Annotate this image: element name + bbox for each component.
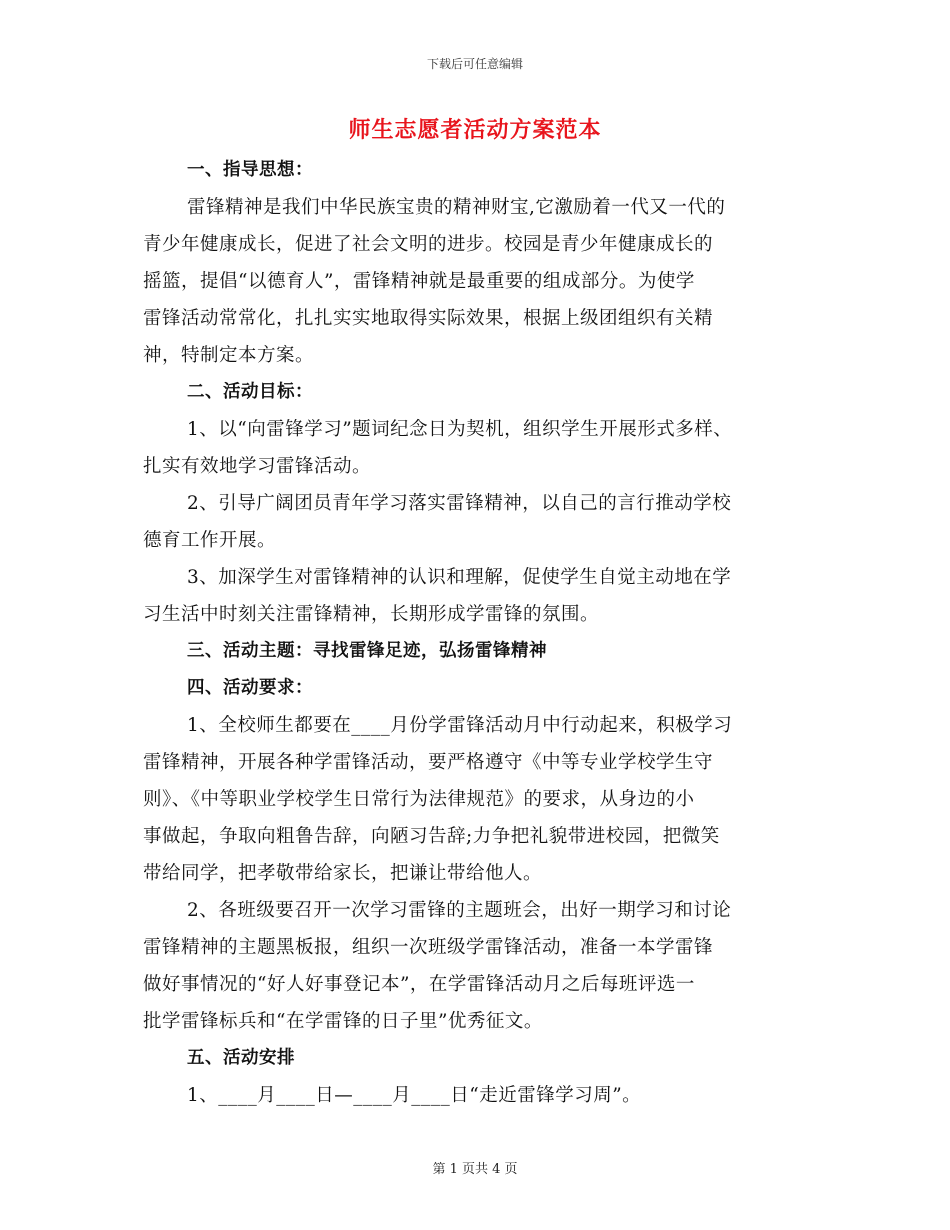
page-footer: 第 1 页共 4 页 xyxy=(432,1162,518,1177)
paragraph-line: 摇篮，提倡“以德育人”，雷锋精神就是最重要的组成部分。为使学 xyxy=(143,271,695,292)
paragraph-line: 德育工作开展。 xyxy=(143,530,277,551)
paragraph-line: 雷锋精神，开展各种学雷锋活动，要严格遵守《中等专业学校学生守 xyxy=(143,752,714,773)
section-heading: 三、活动主题：寻找雷锋足迹，弘扬雷锋精神 xyxy=(187,641,547,661)
paragraph-line: 则》、《中等职业学校学生日常行为法律规范》的要求，从身边的小 xyxy=(143,789,695,810)
paragraph-line: 1、全校师生都要在____月份学雷锋活动月中行动起来，积极学习 xyxy=(187,715,733,736)
section-heading: 一、指导思想： xyxy=(187,160,313,180)
paragraph-line: 雷锋活动常常化，扎扎实实地取得实际效果，根据上级团组织有关精 xyxy=(143,308,714,329)
paragraph-line: 青少年健康成长，促进了社会文明的进步。校园是青少年健康成长的 xyxy=(143,234,714,255)
paragraph-line: 雷锋精神是我们中华民族宝贵的精神财宝,它激励着一代又一代的 xyxy=(187,197,726,218)
paragraph-line: 2、引导广阔团员青年学习落实雷锋精神，以自己的言行推动学校 xyxy=(187,493,732,514)
paragraph-line: 带给同学，把孝敬带给家长，把谦让带给他人。 xyxy=(143,863,543,884)
paragraph-line: 1、____月____日—____月____日“走近雷锋学习周”。 xyxy=(187,1085,642,1106)
paragraph-line: 3、加深学生对雷锋精神的认识和理解，促使学生自觉主动地在学 xyxy=(187,567,732,588)
paragraph-line: 做好事情况的“好人好事登记本”，在学雷锋活动月之后每班评选一 xyxy=(143,974,695,995)
document-title: 师生志愿者活动方案范本 xyxy=(348,118,602,143)
paragraph-line: 1、以“向雷锋学习”题词纪念日为契机，组织学生开展形式多样、 xyxy=(187,419,733,440)
section-heading: 五、活动安排 xyxy=(187,1048,295,1068)
paragraph-line: 批学雷锋标兵和“在学雷锋的日子里”优秀征文。 xyxy=(143,1011,543,1032)
paragraph-line: 扎实有效地学习雷锋活动。 xyxy=(143,456,372,477)
paragraph-line: 习生活中时刻关注雷锋精神，长期形成学雷锋的氛围。 xyxy=(143,604,600,625)
paragraph-line: 2、各班级要召开一次学习雷锋的主题班会，出好一期学习和讨论 xyxy=(187,900,732,921)
paragraph-line: 雷锋精神的主题黑板报，组织一次班级学雷锋活动，准备一本学雷锋 xyxy=(143,937,714,958)
section-heading: 四、活动要求： xyxy=(187,678,313,698)
paragraph-line: 事做起，争取向粗鲁告辞，向陋习告辞;力争把礼貌带进校园，把微笑 xyxy=(143,826,720,847)
section-heading: 二、活动目标： xyxy=(187,382,313,402)
header-note: 下载后可任意编辑 xyxy=(426,57,523,71)
document-body xyxy=(143,152,813,1114)
paragraph-line: 神，特制定本方案。 xyxy=(143,345,315,366)
